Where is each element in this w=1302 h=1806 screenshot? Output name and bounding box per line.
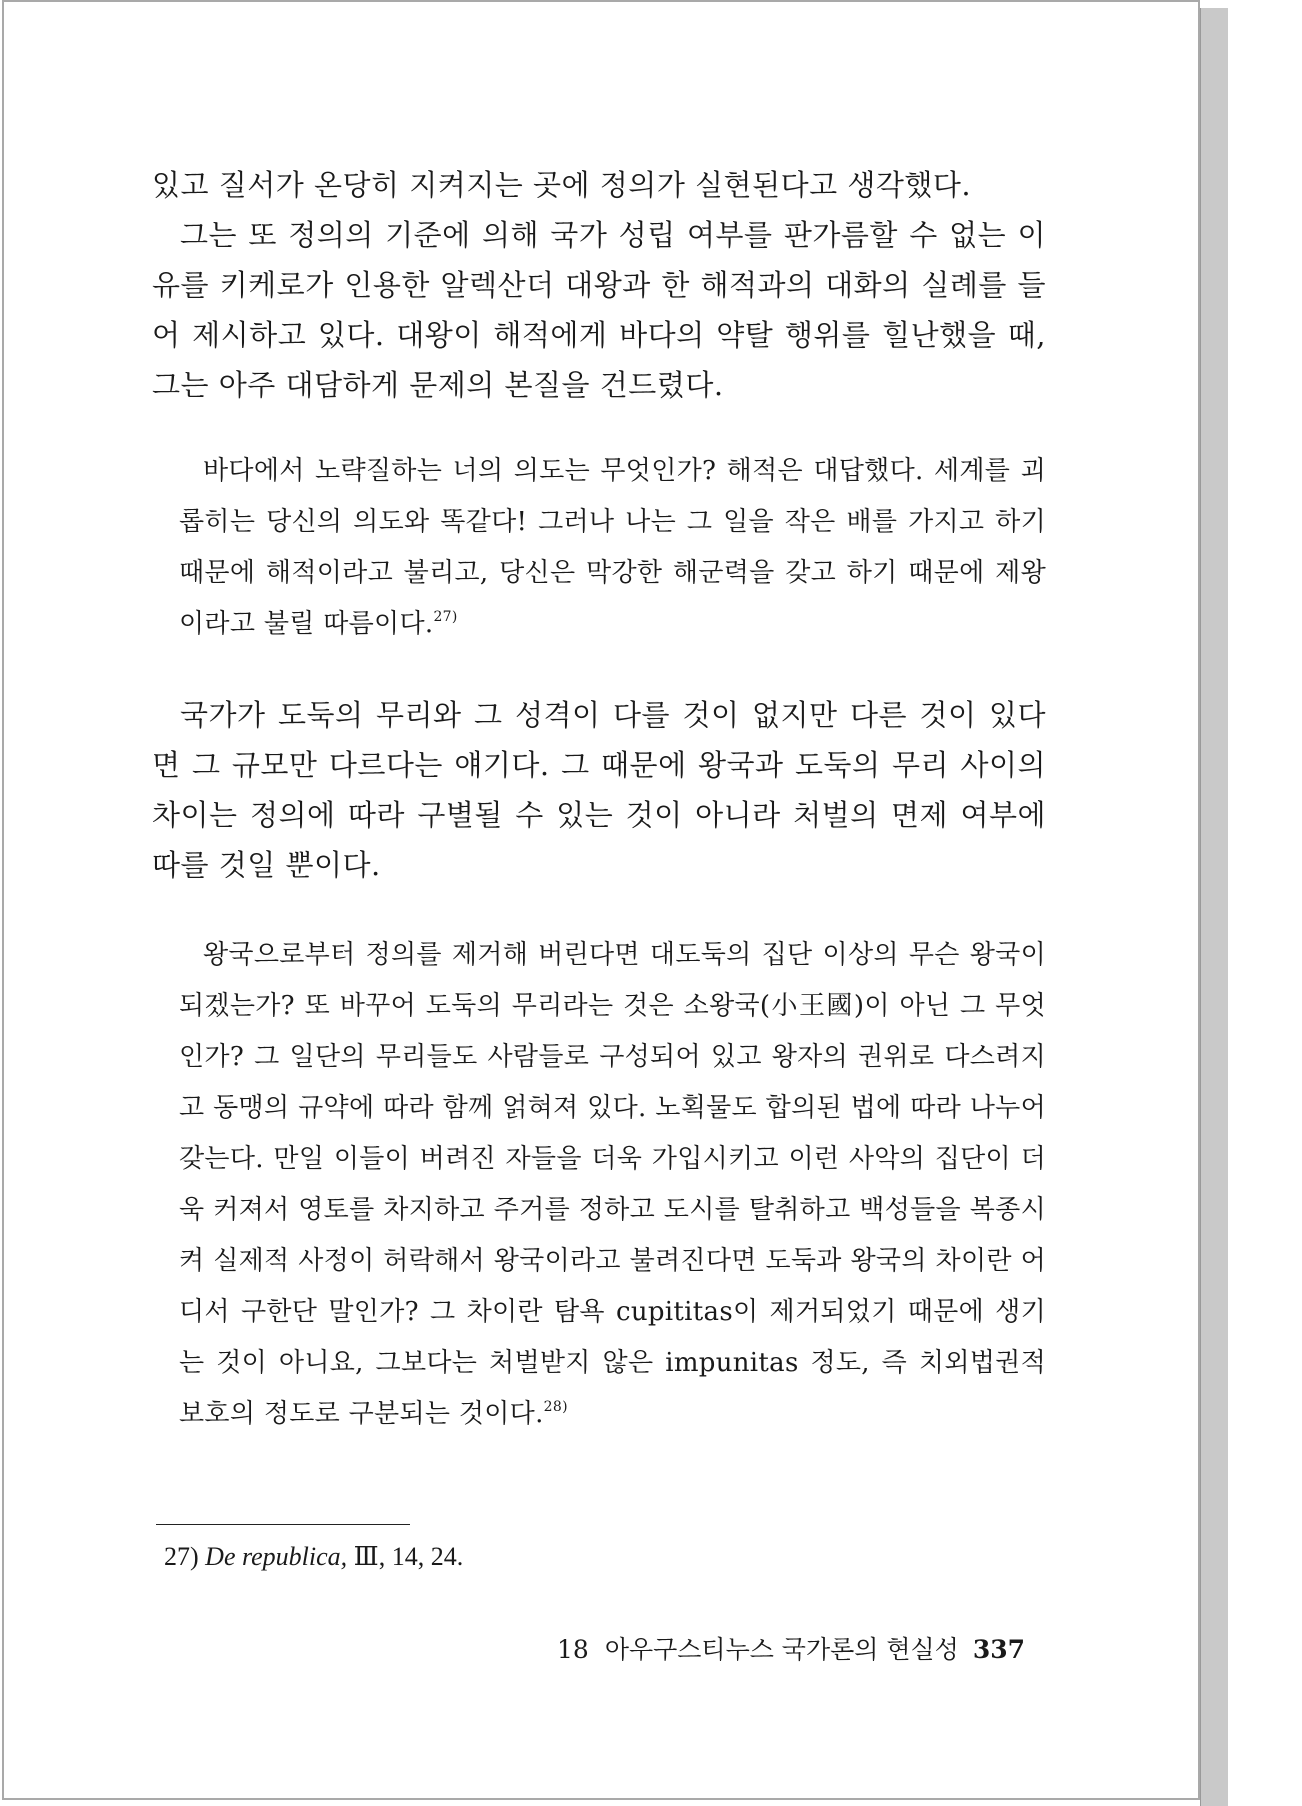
paragraph-3: 국가가 도둑의 무리와 그 성격이 다를 것이 없지만 다른 것이 있다면 그 규모만 다르다는 얘기다. 그 때문에 왕국과 도둑의 무리 사이의 차이는 정의에 따라 구별될 수 있는 것이 아니라 처벌의 면제 여부에 따를 것일 뿐이다. <box>152 698 1046 882</box>
page-edge-shadow <box>1200 8 1228 1806</box>
footnote-ref-28: 28) <box>543 1399 568 1415</box>
footnote-27 <box>164 1539 463 1575</box>
chapter-number: 18 <box>557 1635 589 1664</box>
running-footer <box>555 1632 1025 1668</box>
footnote-number: 27) <box>164 1542 199 1571</box>
block-quote-1 <box>152 446 1046 650</box>
quote-1-text: 바다에서 노략질하는 너의 의도는 무엇인가? 해적은 대답했다. 세계를 괴롭히는 당신의 의도와 똑같다! 그러나 나는 그 일을 작은 배를 가지고 하기 때문에 해적이라고 불리고, 당신은 막강한 해군력을 갖고 하기 때문에 제왕이라고 불릴 따름이다. <box>179 456 1046 639</box>
block-quote-2 <box>152 930 1046 1440</box>
paragraph-2: 그는 또 정의의 기준에 의해 국가 성립 여부를 판가름할 수 없는 이유를 키케로가 인용한 알렉산더 대왕과 한 해적과의 대화의 실례를 들어 제시하고 있다. 대왕이 해적에게 바다의 약탈 행위를 힐난했을 때, 그는 아주 대담하게 문제의 본질을 건드렸다. <box>152 218 1046 402</box>
footnote-ref-27: 27) <box>433 609 458 625</box>
paragraph-1: 있고 질서가 온당히 지켜지는 곳에 정의가 실현된다고 생각했다. <box>152 168 972 202</box>
chapter-title: 아우구스티누스 국가론의 현실성 <box>604 1635 959 1664</box>
footnote-divider <box>156 1524 410 1525</box>
footnote-title: De republica, <box>205 1542 348 1571</box>
page-number: 337 <box>972 1635 1025 1664</box>
quote-2-text: 왕국으로부터 정의를 제거해 버린다면 대도둑의 집단 이상의 무슨 왕국이 되겠는가? 또 바꾸어 도둑의 무리라는 것은 소왕국(小王國)이 아닌 그 무엇인가? 그 일단의 무리들도 사람들로 구성되어 있고 왕자의 권위로 다스려지고 동맹의 규약에 따라 함께 얽혀져 있다. 노획물도 합의된 법에 따라 나누어 갖는다. 만일 이들이 버려진 자들을 더욱 가입시키고 이런 사악의 집단이 더욱 커져서 영토를 차지하고 주거를 정하고 도시를 탈취하고 백성들을 복종시켜 실제적 사정이 허락해서 왕국이라고 불려진다면 도둑과 왕국의 차이란 어디서 구한단 말인가? 그 차이란 탐욕 cupititas이 제거되었기 때문에 생기는 것이 아니요, 그보다는 처벌받지 않은 impunitas 정도, 즉 치외법권적 보호의 정도로 구분되는 것이다. <box>179 940 1046 1429</box>
footnote-reference: Ⅲ, 14, 24. <box>353 1542 464 1571</box>
page-body <box>152 160 1046 1440</box>
